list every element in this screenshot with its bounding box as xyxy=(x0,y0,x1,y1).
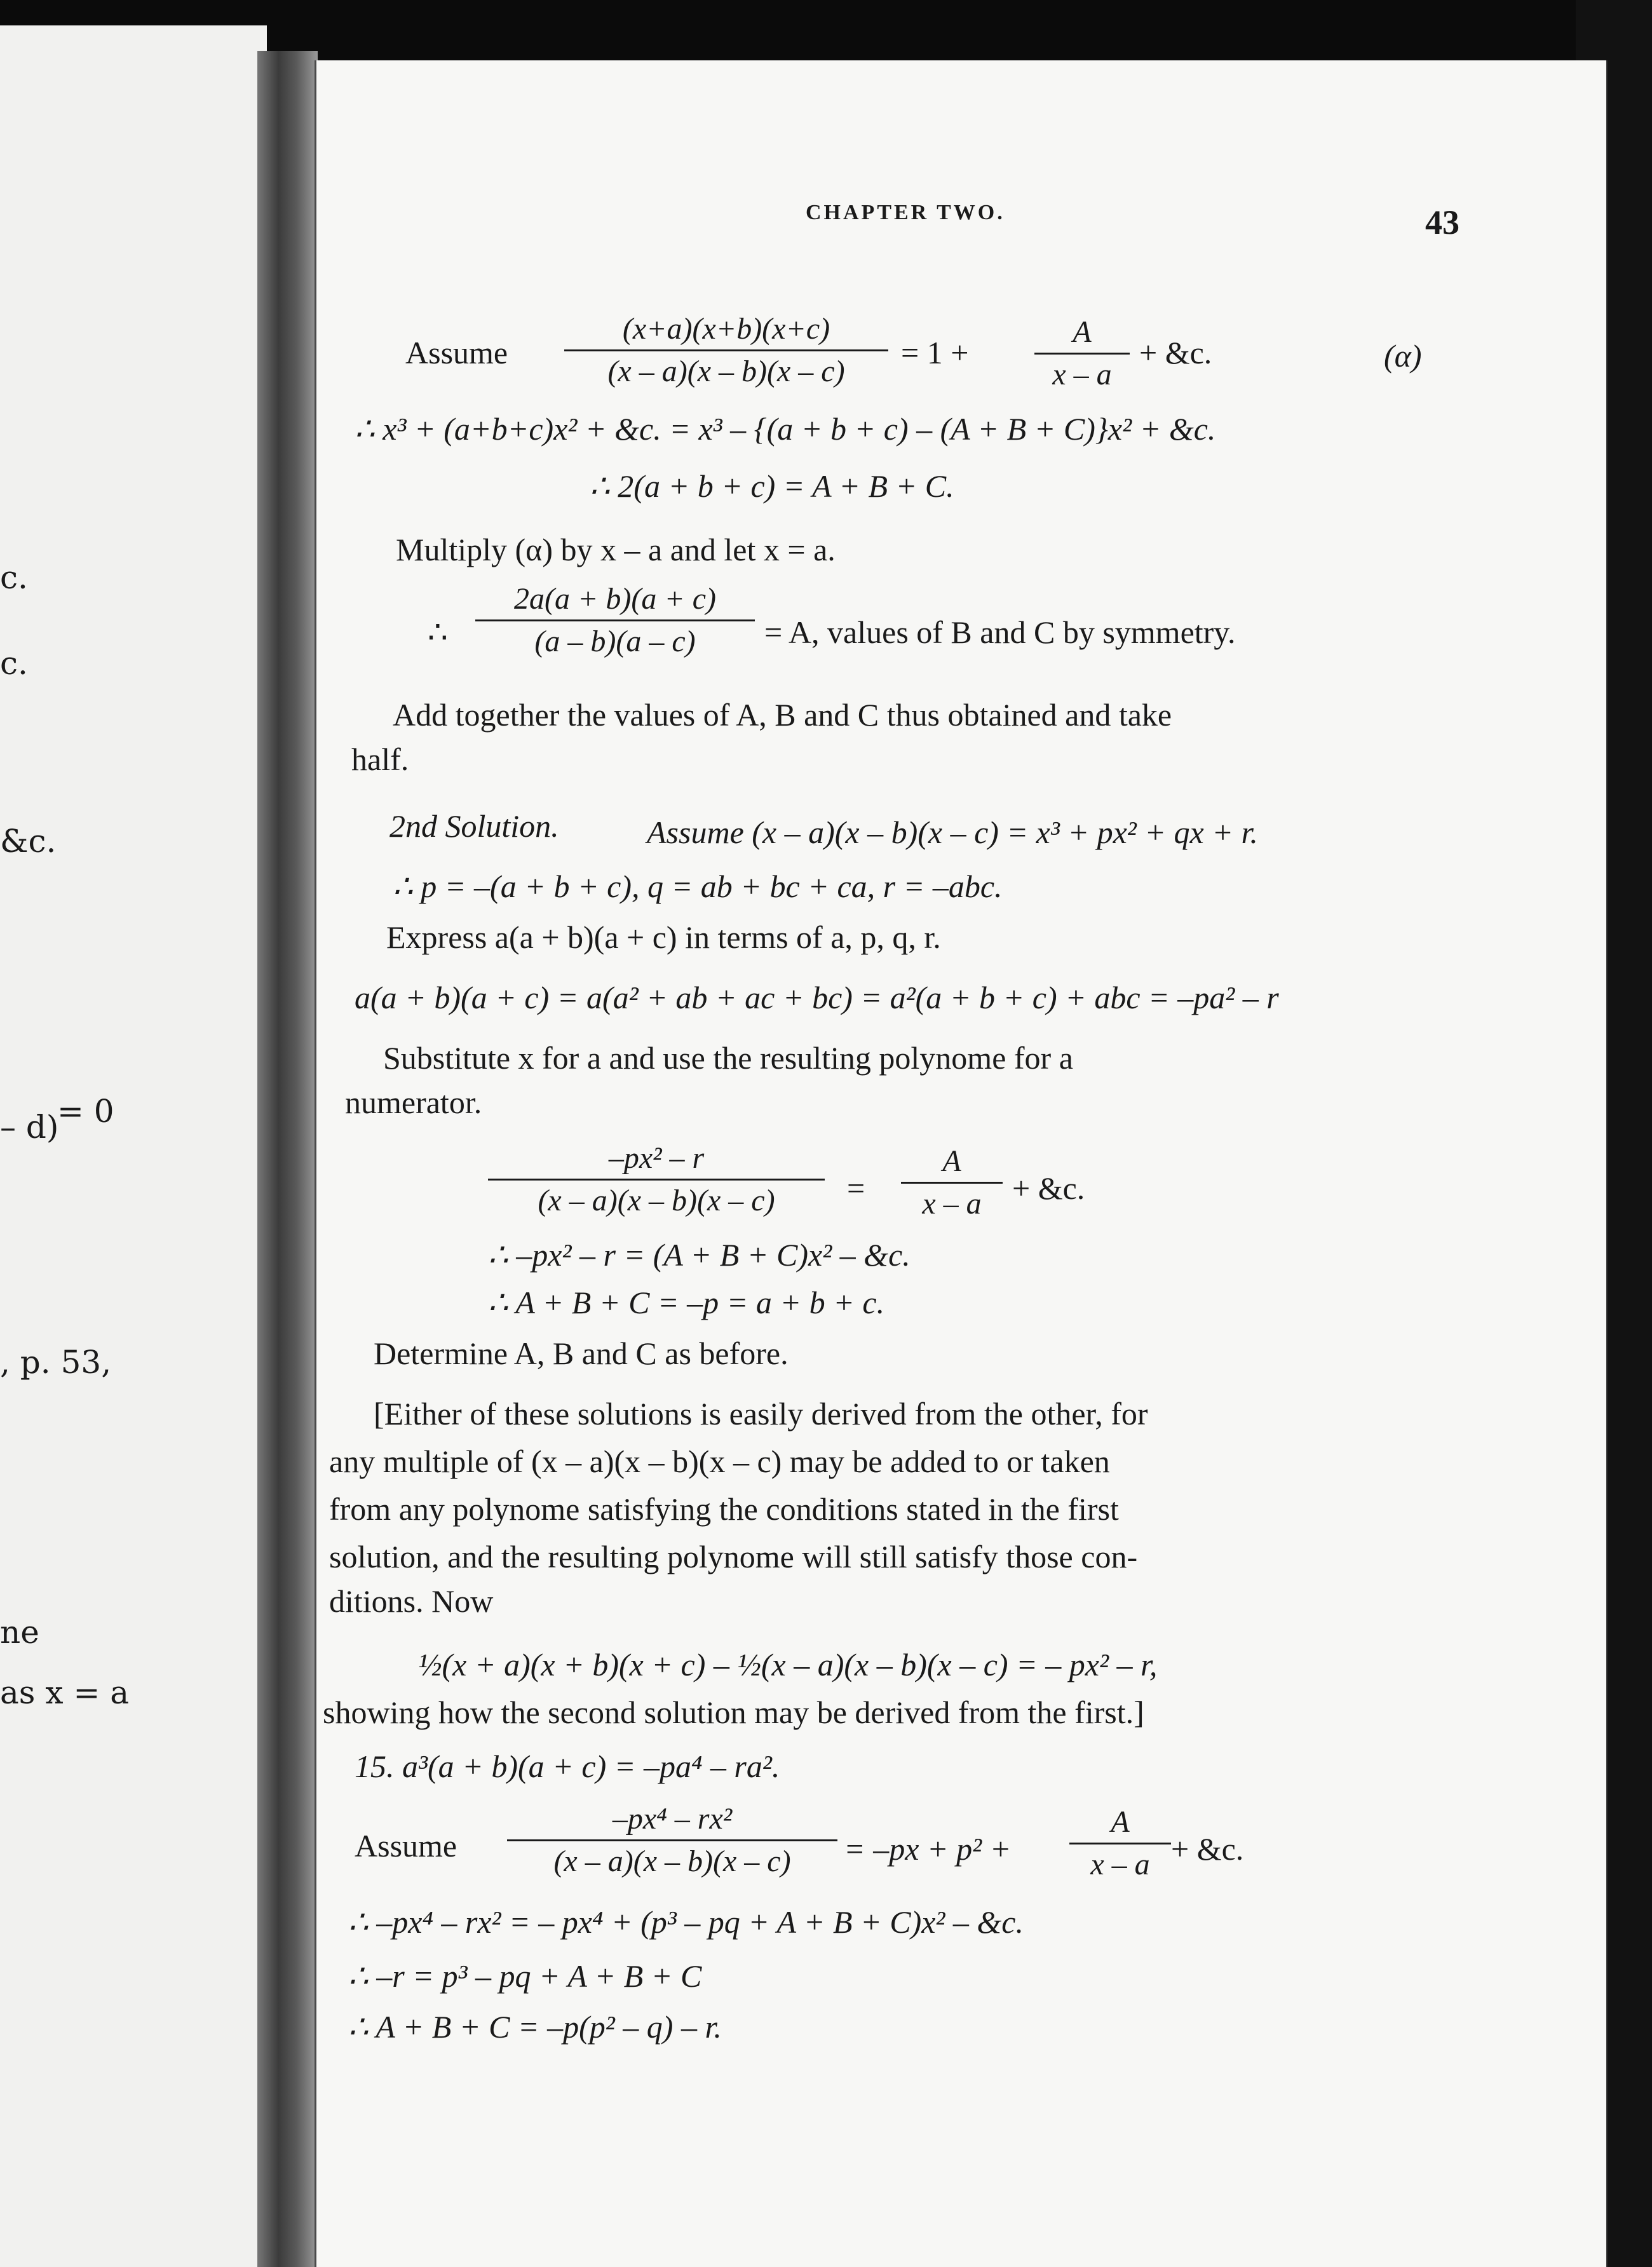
text-line: from any polynome satisfying the conditions stated in the first xyxy=(329,1491,1119,1527)
text-line: ∴ 2(a + b + c) = A + B + C. xyxy=(590,468,954,504)
fraction-bar xyxy=(507,1839,837,1841)
main-page xyxy=(315,60,1606,2267)
text-line: Express a(a + b)(a + c) in terms of a, p, q, r. xyxy=(386,919,941,955)
equation-tag: (α) xyxy=(1384,338,1422,374)
left-fragment: c. xyxy=(0,645,28,682)
text-line: Determine A, B and C as before. xyxy=(374,1336,789,1371)
equation-part: = xyxy=(847,1170,865,1206)
fraction xyxy=(475,581,755,660)
fraction xyxy=(488,1140,825,1219)
left-fragment: – d) xyxy=(0,1109,59,1146)
text-line: ditions. Now xyxy=(329,1583,494,1619)
fraction-bar xyxy=(1034,353,1130,355)
text-line: Assume (x – a)(x – b)(x – c) = x³ + px² + qx + r. xyxy=(647,815,1258,850)
numerator: A xyxy=(942,1144,961,1178)
fraction xyxy=(901,1144,1003,1222)
book-gutter xyxy=(257,51,318,2267)
text-line: [Either of these solutions is easily derived from the other, for xyxy=(374,1396,1148,1431)
solution-label: 2nd Solution. xyxy=(389,808,559,844)
denominator: x – a xyxy=(1052,358,1112,391)
fraction-bar xyxy=(1069,1843,1171,1844)
text-line: numerator. xyxy=(345,1085,482,1120)
text-line: = A, values of B and C by symmetry. xyxy=(764,614,1236,650)
denominator: (x – a)(x – b)(x – c) xyxy=(607,355,845,388)
denominator: (a – b)(a – c) xyxy=(534,625,696,658)
numerator: (x+a)(x+b)(x+c) xyxy=(622,312,830,346)
equation-part: + &c. xyxy=(1012,1170,1085,1206)
fraction xyxy=(507,1801,837,1879)
denominator: x – a xyxy=(922,1187,982,1221)
previous-page xyxy=(0,25,267,2267)
fraction xyxy=(1069,1804,1171,1883)
text-line: showing how the second solution may be derived from the first.] xyxy=(323,1695,1144,1730)
equation-part: + &c. xyxy=(1139,335,1212,370)
numerator: A xyxy=(1111,1805,1130,1839)
denominator: (x – a)(x – b)(x – c) xyxy=(538,1184,775,1217)
numerator: –px⁴ – rx² xyxy=(612,1802,733,1836)
text-line: ∴ p = –(a + b + c), q = ab + bc + ca, r = –abc. xyxy=(393,869,1003,904)
text-line: ∴ –px⁴ – rx² = – px⁴ + (p³ – pq + A + B + C)x² – &c. xyxy=(348,1904,1024,1940)
equation-part: = 1 + xyxy=(901,335,969,370)
left-fragment: as x = a xyxy=(0,1674,130,1711)
fraction-bar xyxy=(488,1179,825,1181)
text-line: ∴ x³ + (a+b+c)x² + &c. = x³ – {(a + b + c) – (A + B + C)}x² + &c. xyxy=(355,411,1216,447)
denominator: x – a xyxy=(1090,1848,1150,1881)
fraction xyxy=(1034,315,1130,393)
text-line: ∴ A + B + C = –p = a + b + c. xyxy=(488,1285,885,1320)
text-line: ∴ –px² – r = (A + B + C)x² – &c. xyxy=(488,1237,911,1273)
assume-label: Assume xyxy=(405,335,508,370)
text-line: half. xyxy=(351,741,409,777)
assume-label: Assume xyxy=(355,1828,457,1864)
text-line: any multiple of (x – a)(x – b)(x – c) may be added to or taken xyxy=(329,1444,1110,1479)
text-line: 15. a³(a + b)(a + c) = –pa⁴ – ra². xyxy=(355,1749,780,1784)
fraction-bar xyxy=(564,349,888,351)
fraction-bar xyxy=(901,1182,1003,1184)
equation-part: + &c. xyxy=(1171,1831,1244,1867)
text-line: Multiply (α) by x – a and let x = a. xyxy=(396,532,836,567)
left-fragment: = 0 xyxy=(57,1093,114,1130)
fraction-bar xyxy=(475,619,755,621)
numerator: 2a(a + b)(a + c) xyxy=(513,582,717,616)
left-fragment: &c. xyxy=(0,823,57,860)
numerator: A xyxy=(1073,315,1092,349)
text-line: ∴ A + B + C = –p(p² – q) – r. xyxy=(348,2009,722,2045)
numerator: –px² – r xyxy=(608,1141,705,1175)
text-line: Add together the values of A, B and C thus obtained and take xyxy=(393,697,1172,733)
chapter-header: CHAPTER TWO. xyxy=(806,201,1005,224)
left-fragment: , p. 53, xyxy=(0,1344,112,1381)
fraction xyxy=(564,311,888,389)
left-fragment: ne xyxy=(0,1614,39,1651)
left-fragment: c. xyxy=(0,559,28,596)
text-line: ∴ –r = p³ – pq + A + B + C xyxy=(348,1958,702,1994)
denominator: (x – a)(x – b)(x – c) xyxy=(553,1844,791,1878)
text-line: a(a + b)(a + c) = a(a² + ab + ac + bc) = a²(a + b + c) + abc = –pa² – r xyxy=(355,980,1279,1015)
page-number: 43 xyxy=(1425,203,1459,241)
therefore-symbol: ∴ xyxy=(428,614,448,650)
equation-part: = –px + p² + xyxy=(844,1831,1012,1867)
text-line: solution, and the resulting polynome will still satisfy those con- xyxy=(329,1539,1138,1574)
text-line: Substitute x for a and use the resulting polynome for a xyxy=(383,1040,1073,1076)
text-line: ½(x + a)(x + b)(x + c) – ½(x – a)(x – b)(x – c) = – px² – r, xyxy=(418,1647,1158,1682)
